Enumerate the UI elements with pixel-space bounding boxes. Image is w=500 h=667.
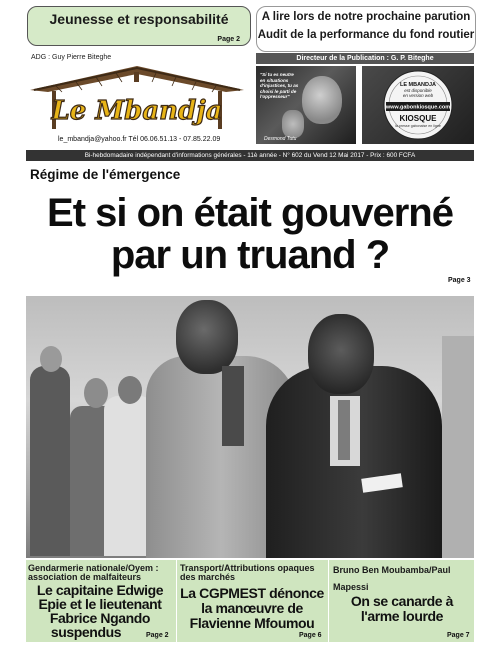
svg-text:en version web: en version web <box>402 93 434 98</box>
teaser-box-right[interactable] <box>256 6 476 52</box>
headline-kicker: Régime de l'émergence <box>30 167 181 182</box>
teaser-page: Page 2 <box>217 36 240 43</box>
kiosque-ad[interactable] <box>362 66 474 144</box>
svg-text:LE MBANDJA: LE MBANDJA <box>399 82 437 88</box>
bottom-stories <box>26 560 474 642</box>
logo-text: Le Mbandja <box>51 96 223 126</box>
quote-author: Desmond Tutu <box>264 136 297 142</box>
headline-line-1[interactable]: Et si on était gouverné <box>47 191 453 235</box>
headline-page: Page 3 <box>448 277 471 284</box>
story-gendarmerie[interactable]: Gendarmerie nationale/Oyem : association de malfaiteurs Le capitaine Edwige Epie et le lieutenant Fabrice Ngando suspendus Page 2 <box>28 563 169 640</box>
teaser-title: Jeunesse et responsabilité <box>49 11 229 27</box>
designer-credit: ADG : Guy Pierre Biteghe <box>31 54 112 61</box>
teaser-box-left[interactable] <box>27 6 251 46</box>
teaser-line-2: Audit de la performance du fond routier <box>257 29 475 41</box>
svg-text:est disponible: est disponible <box>404 88 432 93</box>
contact-line: le_mbandja@yahoo.fr Tél 06.06.51.13 - 07.85.22.09 <box>58 136 221 143</box>
svg-text:www.gabonkiosque.com: www.gabonkiosque.com <box>385 104 451 111</box>
mbandja-logo <box>26 64 248 134</box>
story-moubamba[interactable]: Bruno Ben Moubamba/Paul Mapessi On se canarde à l'arme lourde Page 7 <box>328 560 475 642</box>
teaser-line-1: A lire lors de notre prochaine parution <box>261 11 471 23</box>
svg-text:la presse gabonaise en ligne: la presse gabonaise en ligne <box>395 124 441 128</box>
issue-info-bar: Bi-hebdomadaire indépendant d'informations générales - 11è année - N° 602 du Vend 12 Mai 2017 - Prix : 600 FCFA <box>26 150 474 161</box>
quote-text: "Si tu es neutre en situations d'injustices, tu as choisi le parti de l'oppresseur" <box>260 72 299 100</box>
story-transport[interactable]: Transport/Attributions opaques des marchés La CGPMEST dénonce la manœuvre de Flavienne Mfoumou Page 6 <box>176 560 327 642</box>
director-bar: Directeur de la Publication : G. P. Biteghe <box>256 53 474 64</box>
kiosque-brand: KIOSQUE <box>399 114 437 123</box>
quote-photo <box>256 66 356 144</box>
main-photo <box>26 296 474 558</box>
headline-line-2[interactable]: par un truand ? <box>110 233 390 277</box>
